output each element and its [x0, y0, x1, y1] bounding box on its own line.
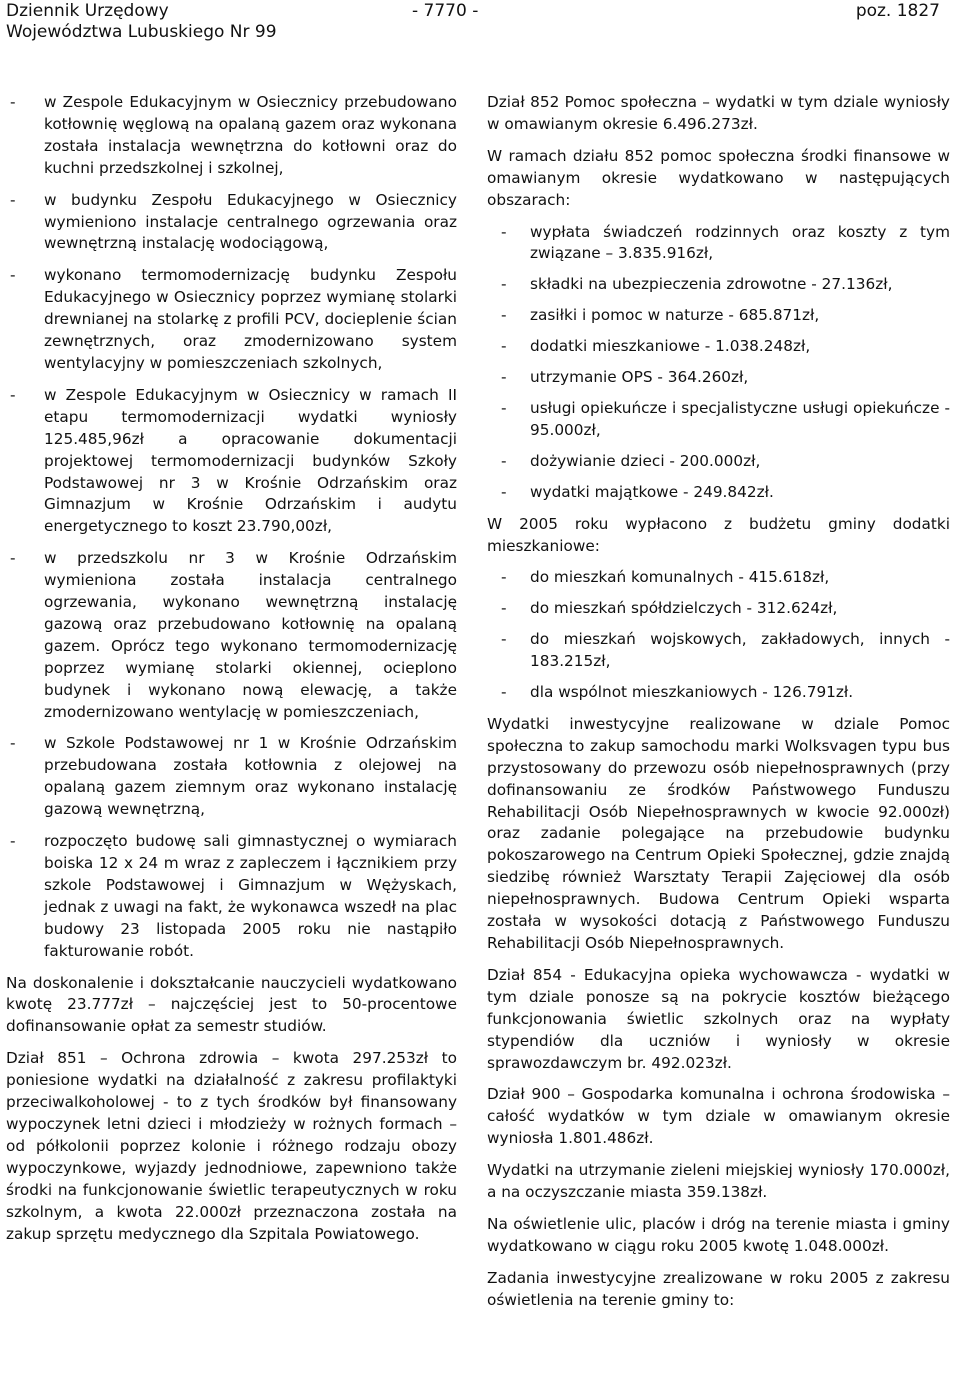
housing-allowance-list [487, 567, 950, 704]
page-header [0, 0, 960, 48]
paragraph-section-900: Dział 900 – Gospodarka komunalna i ochrona środowiska – całość wydatków w tym dziale w omawianym okresie wyniosła 1.801.486zł. [487, 1085, 950, 1148]
list-item: - w Szkole Podstawowej nr 1 w Krośnie Odrzańskim przebudowana została kotłownia z olejowej na opalaną gazem ziemnym oraz wykonano instalację gazową wewnętrzną, [6, 733, 457, 821]
list-item: - w Zespole Edukacyjnym w Osiecznicy przebudowano kotłownię węglową na opalaną gazem oraz wykonana została instalacja wewnętrzna do kotłowni oraz do kuchni przedszkolnej i szkolnej, [6, 92, 457, 180]
paragraph-lighting-tasks: Zadania inwestycyjne zrealizowane w roku 2005 z zakresu oświetlenia na terenie gminy to: [487, 1268, 950, 1309]
list-item: - dla wspólnot mieszkaniowych - 126.791zł. [487, 682, 950, 704]
list-item: - do mieszkań spółdzielczych - 312.624zł, [487, 598, 950, 620]
paragraph-investment: Wydatki inwestycyjne realizowane w dziale Pomoc społeczna to zakup samochodu marki Wolksvagen typu bus przystosowany do przewozu osób niepełnosprawnych (przy dofinansowaniu ze środków Państwowego Funduszu Rehabilitacji Osób Niepełnosprawnych w kwocie 92.000zł) oraz zadanie polegające na przebudowie budynku pokoszarowego na Centrum Opieki Społecznej, gdzie znajdą siedzibę również Warsztaty Terapii Zajęciowej dla osób niepełnosprawnych. Budowa Centrum Opieki wsparta została w wysokości dotacją z Państwowego Funduszu Rehabilitacji Osób Niepełnosprawnych. [487, 714, 950, 952]
list-item: - składki na ubezpieczenia zdrowotne - 27.136zł, [487, 274, 950, 296]
social-spending-list [487, 222, 950, 504]
list-item: - wypłata świadczeń rodzinnych oraz koszty z tym związane – 3.835.916zł, [487, 222, 950, 266]
list-item: - wydatki majątkowe - 249.842zł. [487, 482, 950, 504]
investment-list [6, 92, 457, 963]
paragraph-section-852-intro: W ramach działu 852 pomoc społeczna środki finansowe w omawianym okresie wydatkowano w następujących obszarach: [487, 146, 950, 209]
paragraph-housing-2005: W 2005 roku wypłacono z budżetu gminy dodatki mieszkaniowe: [487, 514, 950, 555]
list-item: - do mieszkań wojskowych, zakładowych, innych - 183.215zł, [487, 629, 950, 673]
list-item: - do mieszkań komunalnych - 415.618zł, [487, 567, 950, 589]
paragraph-section-854: Dział 854 - Edukacyjna opieka wychowawcza - wydatki w tym dziale ponosze są na pokrycie kosztów bieżącego funkcjonowania świetlic szkolnych oraz na wypłaty stypendiów dla uczniów i wyniosły w okresie sprawozdawczym br. 492.023zł. [487, 965, 950, 1072]
paragraph-section-852: Dział 852 Pomoc społeczna – wydatki w tym dziale wyniosły w omawianym okresie 6.496.273zł. [487, 93, 950, 133]
journal-title: Dziennik Urzędowy [6, 1, 169, 21]
list-item: - wykonano termomodernizację budynku Zespołu Edukacyjnego w Osiecznicy poprzez wymianę stolarki drewnianej na stolarkę z profili PCV, docieplenie ścian zewnętrznych, oraz zmodernizowano system wentylacyjny w pomieszczeniach szkolnych, [6, 265, 457, 375]
list-item: - utrzymanie OPS - 364.260zł, [487, 367, 950, 389]
list-item: - w budynku Zespołu Edukacyjnego w Osiecznicy wymieniono instalacje centralnego ogrzewania oraz wewnętrzną instalację wodociągową, [6, 190, 457, 256]
left-column [6, 92, 457, 1255]
paragraph-teachers: Na doskonalenie i dokształcanie nauczycieli wydatkowano kwotę 23.777zł – najczęściej jest to 50-procentowe dofinansowanie opłat za semestr studiów. [6, 973, 457, 1036]
right-column [487, 92, 950, 1322]
journal-subtitle: Województwa Lubuskiego Nr 99 [6, 22, 277, 42]
list-item: - dodatki mieszkaniowe - 1.038.248zł, [487, 336, 950, 358]
item-number: poz. 1827 [855, 1, 940, 21]
list-item: - usługi opiekuńcze i specjalistyczne usługi opiekuńcze - 95.000zł, [487, 398, 950, 442]
list-item: - dożywianie dzieci - 200.000zł, [487, 451, 950, 473]
paragraph-section-851: Dział 851 – Ochrona zdrowia – kwota 297.253zł to poniesione wydatki na działalność z zakresu profilaktyki przeciwalkoholowej - to z tych środków był finansowany wypoczynek letni dzieci i młodzieży w rożnych formach – od półkolonii poprzez kolonie i różnego rodzaju obozy wypoczynkowe, wyjazdy jednodniowe, zapewniono także środki na funkcjonowanie świetlic terapeutycznych w roku szkolnym, a kwota 22.000zł przeznaczona została na zakup sprzętu medycznego dla Szpitala Powiatowego. [6, 1049, 457, 1243]
page-number: - 7770 - [412, 1, 479, 21]
list-item: - w przedszkolu nr 3 w Krośnie Odrzańskim wymieniona została instalacja centralnego ogrzewania, wykonano wewnętrzną instalację gazową oraz przebudowano kotłownię na opalaną gazem. Oprócz tego wykonano termomodernizację poprzez wymianę stolarki okiennej, ocieplono budynek i wykonano nową elewację, a także zmodernizowano wentylację w pomieszczeniach, [6, 548, 457, 723]
list-item: - w Zespole Edukacyjnym w Osiecznicy w ramach II etapu termomodernizacji wydatki wyniosły 125.485,96zł a opracowanie dokumentacji projektowej termomodernizacji budynków Szkoły Podstawowej nr 3 w Krośnie Odrzańskim oraz Gimnazjum w Krośnie Odrzańskim i audytu energetycznego to koszt 23.790,00zł, [6, 385, 457, 538]
list-item: - rozpoczęto budowę sali gimnastycznej o wymiarach boiska 12 x 24 m wraz z zapleczem i łącznikiem przy szkole Podstawowej i Gimnazjum w Wężyskach, jednak z uwagi na fakt, że wykonawca wszedł na plac budowy 23 listopada 2005 roku nie nastąpiło fakturowanie robót. [6, 831, 457, 962]
paragraph-greenery: Wydatki na utrzymanie zieleni miejskiej wyniosły 170.000zł, a na oczyszczanie miasta 359.138zł. [487, 1161, 950, 1202]
paragraph-street-lighting: Na oświetlenie ulic, placów i dróg na terenie miasta i gminy wydatkowano w ciągu roku 2005 kwotę 1.048.000zł. [487, 1214, 950, 1255]
list-item: - zasiłki i pomoc w naturze - 685.871zł, [487, 305, 950, 327]
